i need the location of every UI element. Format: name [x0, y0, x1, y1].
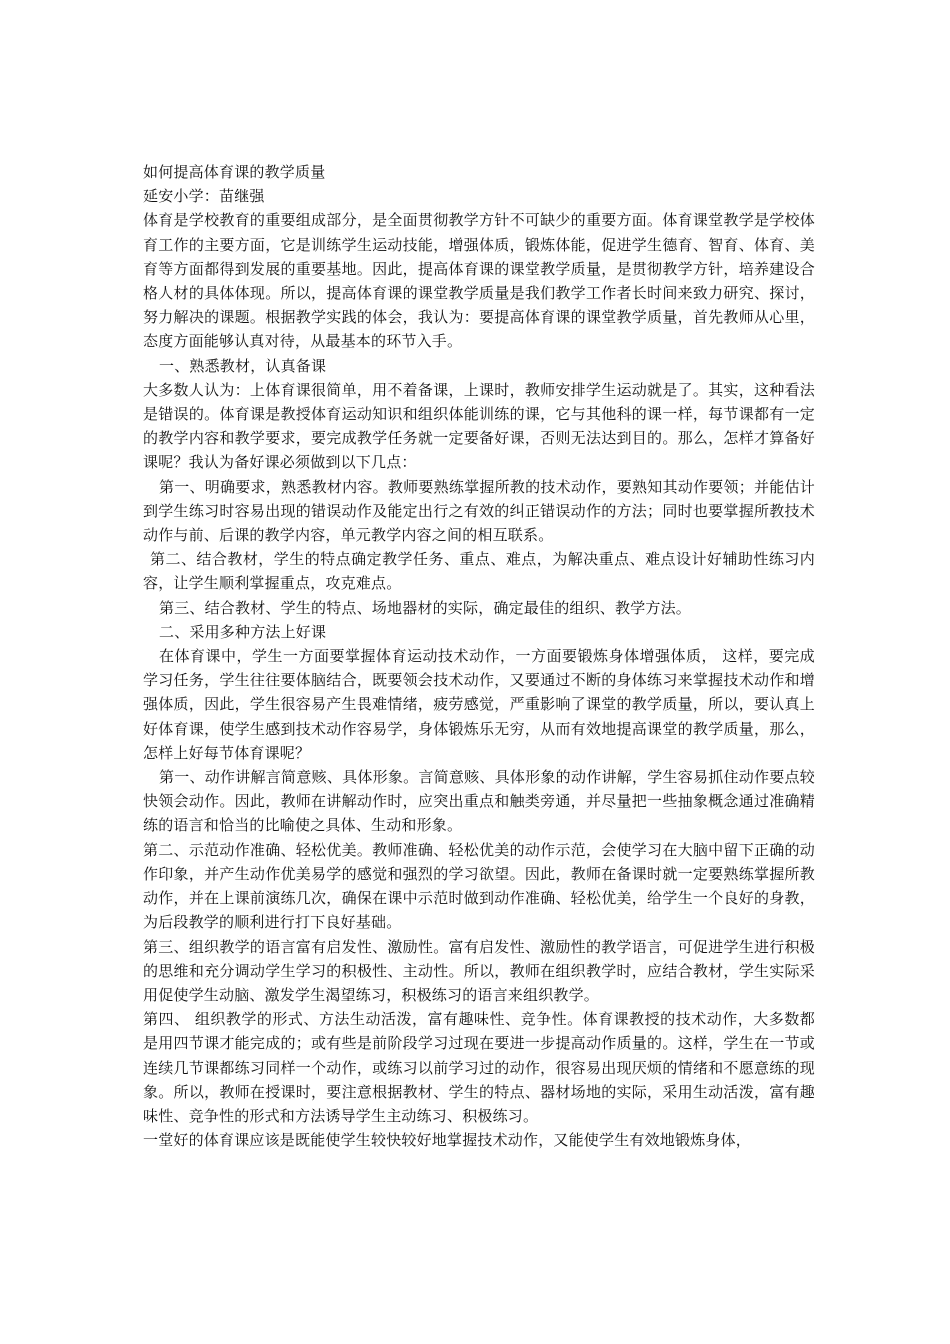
- paragraph-section1-point1: 第一、明确要求，熟悉教材内容。教师要熟练掌握所教的技术动作，要熟知其动作要领；并能估计到学生练习时容易出现的错误动作及能定出行之有效的纠正错误动作的方法；同时也要掌握所教技术动作与前、后课的教学内容，单元教学内容之间的相互联系。: [143, 477, 815, 545]
- section1-heading: 一、熟悉教材，认真备课: [159, 356, 327, 375]
- paragraph-section2-point3: 第三、组织教学的语言富有启发性、激励性。富有启发性、激励性的教学语言，可促进学生进行积极的思维和充分调动学生学习的积极性、主动性。所以，教师在组织教学时，应结合教材，学生实际采用促使学生动脑、激发学生渴望练习，积极练习的语言来组织教学。: [143, 937, 815, 1004]
- paragraph-closing: 一堂好的体育课应该是既能使学生较快较好地掌握技术动作，又能使学生有效地锻炼身体，: [143, 1131, 752, 1150]
- paragraph-section1-intro: 大多数人认为：上体育课很简单，用不着备课，上课时，教师安排学生运动就是了。其实，这种看法是错误的。体育课是教授体育运动知识和组织体能训练的课，它与其他科的课一样，每节课都有一定的教学内容和教学要求，要完成教学任务就一定要备好课，否则无法达到目的。那么，怎样才算备好课呢？我认为备好课必须做到以下几点：: [143, 380, 815, 472]
- paragraph-section1-point2: 第二、结合教材，学生的特点确定教学任务、重点、难点，为解决重点、难点设计好辅助性练习内容，让学生顺利掌握重点，攻克难点。: [143, 550, 815, 593]
- paragraph-intro: 体育是学校教育的重要组成部分，是全面贯彻教学方针不可缺少的重要方面。体育课堂教学是学校体育工作的主要方面，它是训练学生运动技能，增强体质，锻炼体能，促进学生德育、智育、体育、美育等方面都得到发展的重要基地。因此，提高体育课的课堂教学质量，是贯彻教学方针，培养建设合格人材的具体体现。所以，提高体育课的课堂教学质量是我们教学工作者长时间来致力研究、探讨，努力解决的课题。根据教学实践的体会，我认为：要提高体育课的课堂教学质量，首先教师从心里，态度方面能够认真对待，从最基本的环节入手。: [143, 211, 815, 351]
- document-author: 延安小学：苗继强: [143, 187, 265, 206]
- section2-heading: 二、采用多种方法上好课: [159, 622, 327, 641]
- paragraph-section2-point1: 第一、动作讲解言简意赅、具体形象。言简意赅、具体形象的动作讲解，学生容易抓住动作要点较快领会动作。因此，教师在讲解动作时，应突出重点和触类旁通，并尽量把一些抽象概念通过准确精练的语言和恰当的比喻使之具体、生动和形象。: [143, 768, 815, 835]
- paragraph-section2-point4: 第四、 组织教学的形式、方法生动活泼，富有趣味性、竞争性。体育课教授的技术动作，大多数都是用四节课才能完成的；或有些是前阶段学习过现在要进一步提高动作质量的。这样，学生在一节或连续几节课都练习同样一个动作，或练习以前学习过的动作，很容易出现厌烦的情绪和不愿意练的现象。所以，教师在授课时，要注意根据教材、学生的特点、器材场地的实际，采用生动活泼，富有趣味性、竞争性的形式和方法诱导学生主动练习、积极练习。: [143, 1010, 815, 1125]
- paragraph-section1-point3: 第三、结合教材、学生的特点、场地器材的实际，确定最佳的组织、教学方法。: [159, 598, 692, 617]
- paragraph-section2-point2: 第二、示范动作准确、轻松优美。教师准确、轻松优美的动作示范，会使学习在大脑中留下正确的动作印象，并产生动作优美易学的感觉和强烈的学习欲望。因此，教师在备课时就一定要熟练掌握所教动作，并在上课前演练几次，确保在课中示范时做到动作准确、轻松优美，给学生一个良好的身教，为后段教学的顺利进行打下良好基础。: [143, 840, 815, 932]
- document-body: [143, 160, 815, 1152]
- paragraph-section2-intro: 在体育课中，学生一方面要掌握体育运动技术动作，一方面要锻炼身体增强体质， 这样，要完成学习任务，学生往往要体脑结合，既要领会技术动作，又要通过不断的身体练习来掌握技术动作和增强体质，因此，学生很容易产生畏难情绪，疲劳感觉，严重影响了课堂的教学质量，所以，要认真上好体育课，使学生感到技术动作容易学，身体锻炼乐无穷，从而有效地提高课堂的教学质量，那么，怎样上好每节体育课呢？: [143, 647, 815, 762]
- document-title: 如何提高体育课的教学质量: [143, 163, 326, 181]
